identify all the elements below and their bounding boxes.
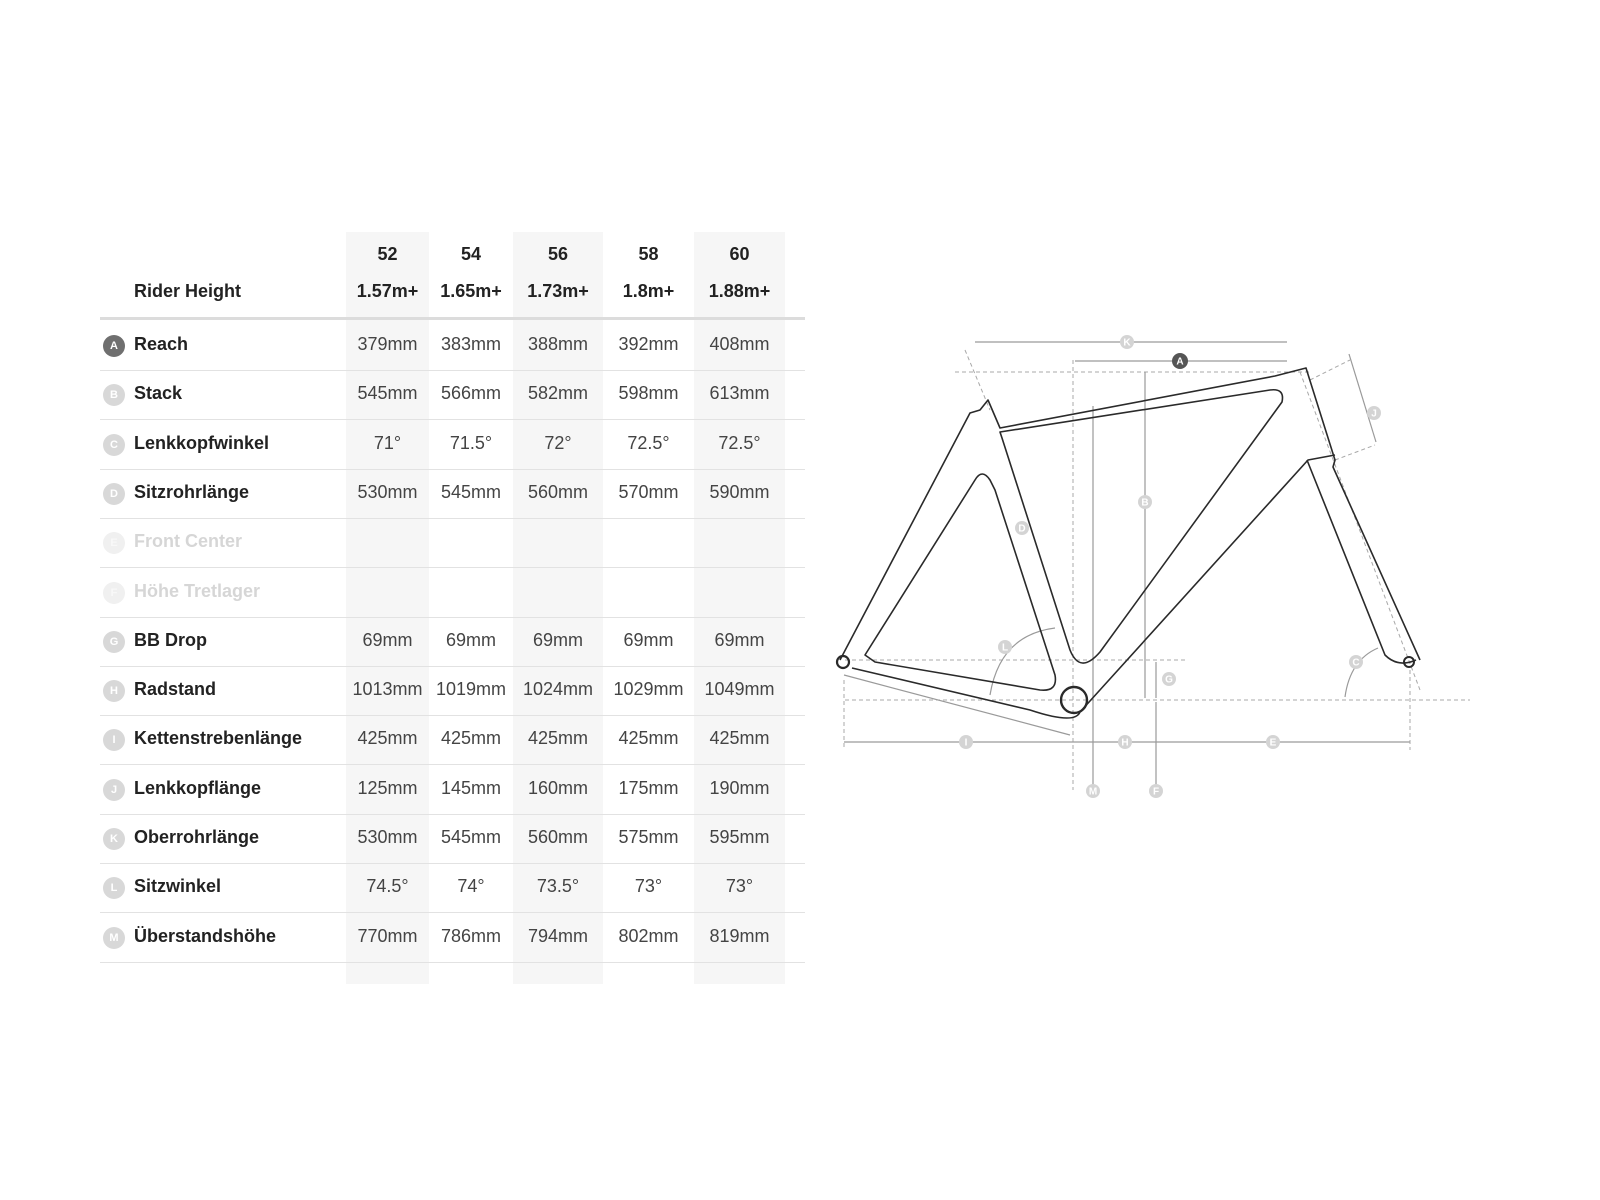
table-row xyxy=(100,616,805,667)
size-header-56: 56 xyxy=(547,244,569,264)
table-row xyxy=(100,369,805,420)
table-cell: 71° xyxy=(373,432,402,453)
row-label: Lenkkopflänge xyxy=(134,777,262,798)
table-cell: 125mm xyxy=(357,777,418,798)
table-row xyxy=(100,665,805,716)
row-label: BB Drop xyxy=(134,629,207,650)
size-header-60: 60 xyxy=(729,244,750,264)
svg-text:I: I xyxy=(964,737,968,749)
letter-badge-icon: D xyxy=(103,483,125,505)
row-label: Radstand xyxy=(134,679,217,700)
row-label: Stack xyxy=(134,383,183,404)
table-cell: 73° xyxy=(634,876,663,897)
table-cell: 425mm xyxy=(440,728,502,749)
table-cell: 545mm xyxy=(440,481,502,502)
table-cell: 72° xyxy=(544,432,572,453)
table-cell: 379mm xyxy=(357,334,418,354)
letter-badge-icon: A xyxy=(103,335,125,357)
table-cell: 560mm xyxy=(527,481,589,502)
table-cell: 74° xyxy=(457,876,485,897)
table-row xyxy=(100,320,805,371)
table-cell: 383mm xyxy=(440,334,502,354)
table-cell: 69mm xyxy=(532,629,583,650)
table-row xyxy=(100,764,805,815)
svg-text:A: A xyxy=(1176,356,1184,368)
row-label: Sitzrohrlänge xyxy=(134,481,250,502)
table-cell: 72.5° xyxy=(627,432,670,453)
table-row xyxy=(100,468,805,519)
table-row xyxy=(100,567,805,618)
table-row xyxy=(100,813,805,864)
table-cell: 69mm xyxy=(445,629,496,650)
row-label: Überstandshöhe xyxy=(134,925,277,946)
size-header-58: 58 xyxy=(638,244,659,264)
table-cell: 145mm xyxy=(440,777,502,798)
rider-height-label: Rider Height xyxy=(134,281,242,301)
table-row xyxy=(100,912,805,963)
size-header-52: 52 xyxy=(377,244,398,264)
table-cell: 74.5° xyxy=(366,876,409,897)
svg-text:C: C xyxy=(1352,657,1360,669)
row-label: Reach xyxy=(134,334,189,354)
table-cell: 1019mm xyxy=(435,679,507,700)
table-cell: 566mm xyxy=(440,383,502,404)
letter-badge-icon: B xyxy=(103,384,125,406)
row-label: Kettenstrebenlänge xyxy=(134,728,303,749)
svg-text:K: K xyxy=(1123,337,1131,349)
table-cell: 69mm xyxy=(623,629,674,650)
table-cell: 794mm xyxy=(527,925,589,946)
row-label: Höhe Tretlager xyxy=(134,580,261,601)
table-row xyxy=(100,419,805,470)
letter-badge-icon: C xyxy=(103,434,125,456)
table-cell: 545mm xyxy=(357,383,418,404)
row-label: Lenkkopfwinkel xyxy=(134,432,270,453)
table-cell: 190mm xyxy=(709,777,770,798)
table-cell: 770mm xyxy=(357,925,418,946)
table-cell: 545mm xyxy=(440,827,502,847)
letter-badge-icon: G xyxy=(103,631,125,653)
table-row xyxy=(100,714,805,765)
table-cell: 530mm xyxy=(357,481,418,502)
table-cell: 819mm xyxy=(709,925,770,946)
table-cell: 160mm xyxy=(527,777,589,798)
table-cell: 69mm xyxy=(714,629,765,650)
table-cell: 530mm xyxy=(357,827,418,847)
row-label: Front Center xyxy=(134,531,242,552)
table-cell: 1049mm xyxy=(704,679,775,700)
svg-text:L: L xyxy=(1001,642,1009,654)
rider-height-52: 1.57m+ xyxy=(356,281,419,301)
table-cell: 1029mm xyxy=(613,679,684,700)
table-cell: 598mm xyxy=(618,383,679,404)
frame-geometry-diagram xyxy=(830,330,1530,830)
table-cell: 560mm xyxy=(527,827,589,847)
table-row xyxy=(100,862,805,913)
letter-badge-icon: L xyxy=(103,877,125,899)
table-cell: 1013mm xyxy=(352,679,423,700)
svg-text:M: M xyxy=(1088,786,1098,798)
size-header-54: 54 xyxy=(460,244,482,264)
row-divider xyxy=(100,962,805,963)
table-row xyxy=(100,517,805,568)
rider-height-60: 1.88m+ xyxy=(708,281,771,301)
svg-text:F: F xyxy=(1152,786,1160,798)
table-cell: 71.5° xyxy=(449,432,493,453)
letter-badge-icon: M xyxy=(103,927,125,949)
table-cell: 392mm xyxy=(618,334,679,354)
row-label: Oberrohrlänge xyxy=(134,827,260,847)
svg-text:J: J xyxy=(1371,408,1377,420)
table-cell: 425mm xyxy=(357,728,418,749)
row-label: Sitzwinkel xyxy=(134,876,222,897)
table-cell: 73° xyxy=(725,876,754,897)
table-cell: 388mm xyxy=(527,334,589,354)
table-cell: 575mm xyxy=(618,827,679,847)
table-cell: 175mm xyxy=(618,777,679,798)
letter-badge-icon: J xyxy=(103,779,125,801)
svg-text:D: D xyxy=(1018,523,1026,535)
letter-badge-icon: I xyxy=(103,729,125,751)
table-cell: 590mm xyxy=(709,481,770,502)
table-cell: 1024mm xyxy=(522,679,594,700)
rider-height-58: 1.8m+ xyxy=(622,281,675,301)
table-cell: 73.5° xyxy=(536,876,580,897)
svg-text:B: B xyxy=(1141,497,1149,509)
table-cell: 69mm xyxy=(362,629,413,650)
table-cell: 425mm xyxy=(618,728,679,749)
letter-badge-icon: F xyxy=(103,582,125,604)
table-cell: 582mm xyxy=(527,383,589,404)
rider-height-54: 1.65m+ xyxy=(440,281,502,301)
letter-badge-icon: H xyxy=(103,680,125,702)
rider-height-56: 1.73m+ xyxy=(527,281,589,301)
table-cell: 595mm xyxy=(709,827,770,847)
letter-badge-icon: K xyxy=(103,828,125,850)
table-cell: 425mm xyxy=(709,728,770,749)
svg-text:H: H xyxy=(1121,737,1129,749)
table-cell: 408mm xyxy=(709,334,770,354)
table-cell: 802mm xyxy=(618,925,679,946)
table-cell: 613mm xyxy=(709,383,770,404)
svg-text:E: E xyxy=(1269,737,1277,749)
table-cell: 425mm xyxy=(527,728,589,749)
letter-badge-icon: E xyxy=(103,532,125,554)
table-cell: 570mm xyxy=(618,481,679,502)
table-cell: 72.5° xyxy=(718,432,761,453)
svg-text:G: G xyxy=(1165,674,1173,686)
table-cell: 786mm xyxy=(440,925,502,946)
